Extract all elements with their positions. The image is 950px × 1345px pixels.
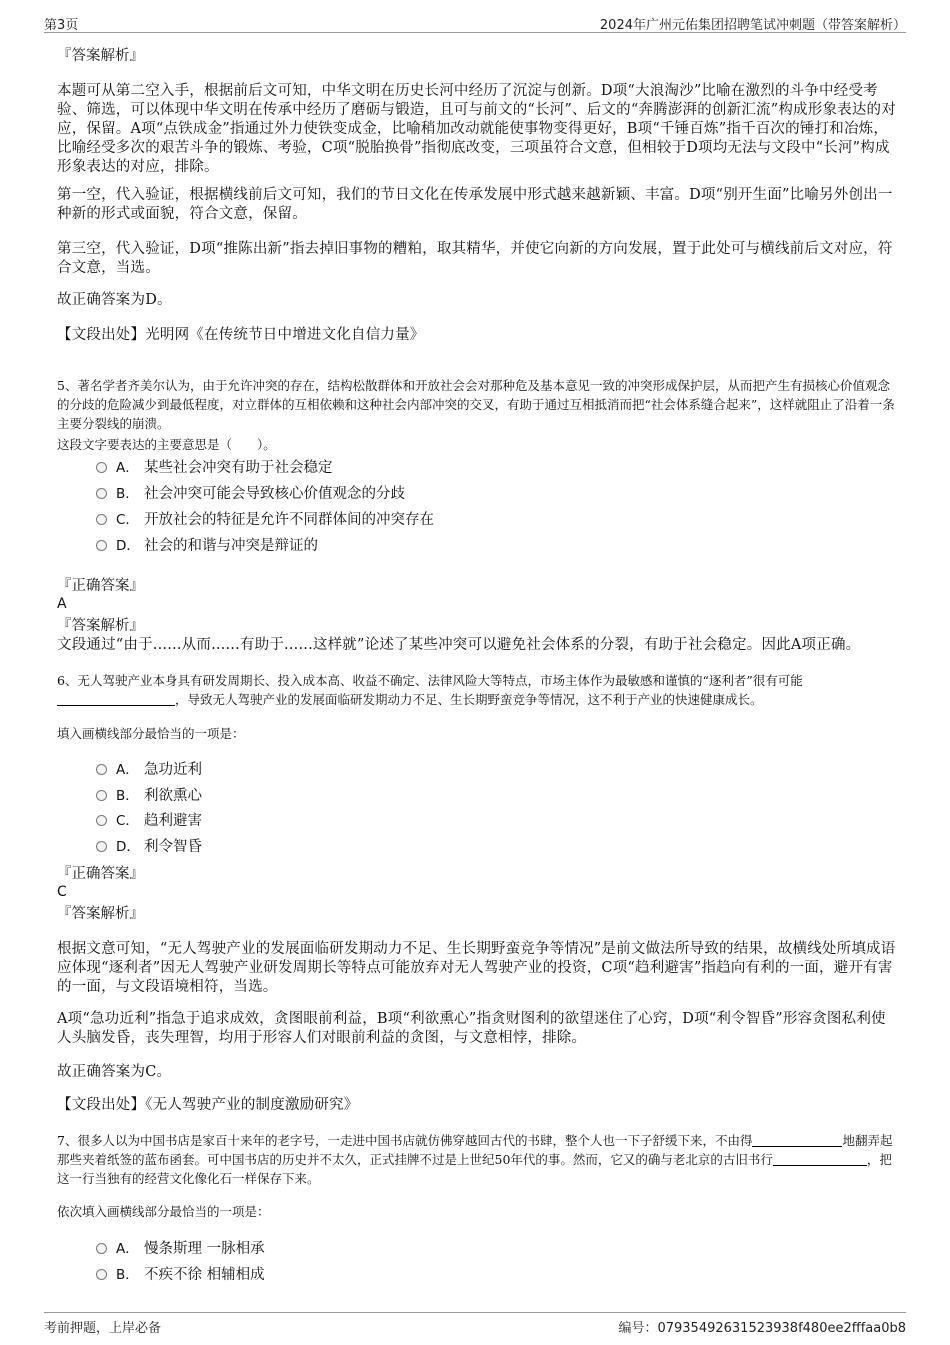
q6-question: 填入画横线部分最恰当的一项是： [57,726,245,741]
q4-source: 【文段出处】光明网《在传统节日中增进文化自信力量》 [57,327,425,343]
q5-answer: A [57,596,67,612]
option-text: 社会的和谐与冲突是辩证的 [144,538,318,554]
radio-icon[interactable] [96,488,107,499]
q6-answer-title: 『正确答案』 [57,866,144,882]
q6-stem: 6、无人驾驶产业本身具有研发周期长、投入成本高、收益不确定、法律风险大等特点，市场主体作为最敏感和谨慎的“逐利者”很有可能，导致无人驾驶产业的发展面临研发期动力不足、生长期野蛮竞争等情况，这不利于产业的快速健康成长。 [57,673,803,707]
q6-analysis-title: 『答案解析』 [57,906,144,922]
option-text: 慢条斯理 一脉相承 [144,1241,265,1257]
q6-source: 【文段出处】《无人驾驶产业的制度激励研究》 [57,1097,359,1113]
radio-icon[interactable] [96,540,107,551]
radio-icon[interactable] [96,462,107,473]
option-text: 趋利避害 [144,813,202,829]
q4-analysis-title: 『答案解析』 [57,48,144,64]
option-text: 不疾不徐 相辅相成 [144,1267,265,1283]
q7-stem: 7、很多人以为中国书店是家百十来年的老字号，一走进中国书店就仿佛穿越回古代的书肆，整个人也一下子舒缓下来，不由得 地翻弄起那些夹着纸签的蓝布函套。可中国书店的历史并不太久，正式挂牌不过是上世纪50年代的事。然而，它又的确与老北京的古旧书行 ，把这一行当独有的经营文化像化石一样保存下来。 [57,1133,893,1186]
page-footer [44,1312,906,1337]
q5-question: 这段文字要表达的主要意思是（ ）。 [57,437,276,452]
q6-answer: C [57,884,67,900]
q5-option-b[interactable]: B． 社会冲突可能会导致核心价值观念的分歧 [96,484,405,504]
q6-option-b[interactable]: B． 利欲熏心 [96,786,202,806]
q6-option-a[interactable]: A． 急功近利 [96,760,202,780]
radio-icon[interactable] [96,1269,107,1280]
option-text: 开放社会的特征是允许不同群体间的冲突存在 [144,512,434,528]
q5-analysis-title: 『答案解析』 [57,618,144,634]
answer-blank [752,1134,842,1147]
q6-option-c[interactable]: C． 趋利避害 [96,811,202,831]
option-text: 某些社会冲突有助于社会稳定 [144,460,333,476]
page-header [44,10,906,33]
radio-icon[interactable] [96,1243,107,1254]
q4-conclusion: 故正确答案为D。 [57,292,172,308]
q5-option-d[interactable]: D． 社会的和谐与冲突是辩证的 [96,536,318,556]
q6-conclusion: 故正确答案为C。 [57,1064,172,1080]
q5-analysis: 文段通过“由于......从而......有助于......这样就”论述了某些冲突可以避免社会体系的分裂，有助于社会稳定。因此A项正确。 [57,637,861,653]
option-text: 利欲熏心 [144,788,202,804]
q6-option-d[interactable]: D． 利令智昏 [96,837,202,857]
q4-analysis-p2: 第一空，代入验证，根据横线前后文可知，我们的节日文化在传承发展中形式越来越新颖、丰富。D项“别开生面”比喻另外创出一种新的形式或面貌，符合文意，保留。 [57,187,893,222]
radio-icon[interactable] [96,790,107,801]
q6-analysis-p2: A项“急功近利”指急于追求成效，贪图眼前利益，B项“利欲熏心”指贪财图利的欲望迷住了心窍，D项“利令智昏”形容贪图私利使人头脑发昏，丧失理智，均用于形容人们对眼前利益的贪图，与文意相悖，排除。 [57,1011,886,1046]
radio-icon[interactable] [96,514,107,525]
q7-option-b[interactable]: B． 不疾不徐 相辅相成 [96,1265,265,1285]
q7-option-a[interactable]: A． 慢条斯理 一脉相承 [96,1239,265,1259]
document-title: 2024年广州元佑集团招聘笔试冲刺题（带答案解析） [599,18,906,33]
q5-option-a[interactable]: A． 某些社会冲突有助于社会稳定 [96,458,333,478]
page-number: 第3页 [44,18,79,33]
q5-stem: 5、著名学者齐美尔认为，由于允许冲突的存在，结构松散群体和开放社会会对那种危及基本意见一致的冲突形成保护层，从而把产生有损核心价值观念的分歧的危险减少到最低程度，对立群体的互相依赖和这种社会内部冲突的交叉，有助于通过互相抵消而把“社会体系缝合起来”，这样就阻止了沿着一条主要分裂线的崩溃。 [57,378,895,431]
radio-icon[interactable] [96,841,107,852]
radio-icon[interactable] [96,764,107,775]
answer-blank [773,1153,867,1166]
footer-slogan: 考前押题，上岸必备 [44,1321,162,1336]
option-text: 社会冲突可能会导致核心价值观念的分歧 [144,486,405,502]
q4-analysis-p1: 本题可从第二空入手，根据前后文可知，中华文明在历史长河中经历了沉淀与创新。D项“大浪淘沙”比喻在激烈的斗争中经受考验、筛选，可以体现中华文明在传承中经历了磨砺与锻造，且可与前文的“长河”、后文的“奔腾澎湃的创新汇流”构成形象表达的对应，保留。A项“点铁成金”指通过外力使铁变成金，比喻稍加改动就能使事物变得更好，B项“千锤百炼”指千百次的锤打和冶炼，比喻经受多次的艰苦斗争的锻炼、考验，C项“脱胎换骨”指彻底改变，三项虽符合文意，但相较于D项均无法与文段中“长河”构成形象表达的对应，排除。 [57,83,896,175]
q7-question: 依次填入画横线部分最恰当的一项是： [57,1204,270,1219]
q5-option-c[interactable]: C． 开放社会的特征是允许不同群体间的冲突存在 [96,510,434,530]
radio-icon[interactable] [96,815,107,826]
q5-answer-title: 『正确答案』 [57,578,144,594]
q6-analysis-p1: 根据文意可知，“无人驾驶产业的发展面临研发期动力不足、生长期野蛮竞争等情况”是前文做法所导致的结果，故横线处所填成语应体现“逐利者”因无人驾驶产业研发周期长等特点可能放弃对无人驾驶产业的投资，C项“趋利避害”指趋向有利的一面，避开有害的一面，与文段语境相符，当选。 [57,941,896,995]
q4-analysis-p3: 第三空，代入验证，D项“推陈出新”指去掉旧事物的糟粕，取其精华，并使它向新的方向发展，置于此处可与横线前后文对应，符合文意，当选。 [57,241,893,276]
option-text: 利令智昏 [144,839,202,855]
option-text: 急功近利 [144,762,202,778]
document-code: 编号：07935492631523938f480ee2fffaa0b8 [618,1321,906,1336]
answer-blank [57,693,175,706]
